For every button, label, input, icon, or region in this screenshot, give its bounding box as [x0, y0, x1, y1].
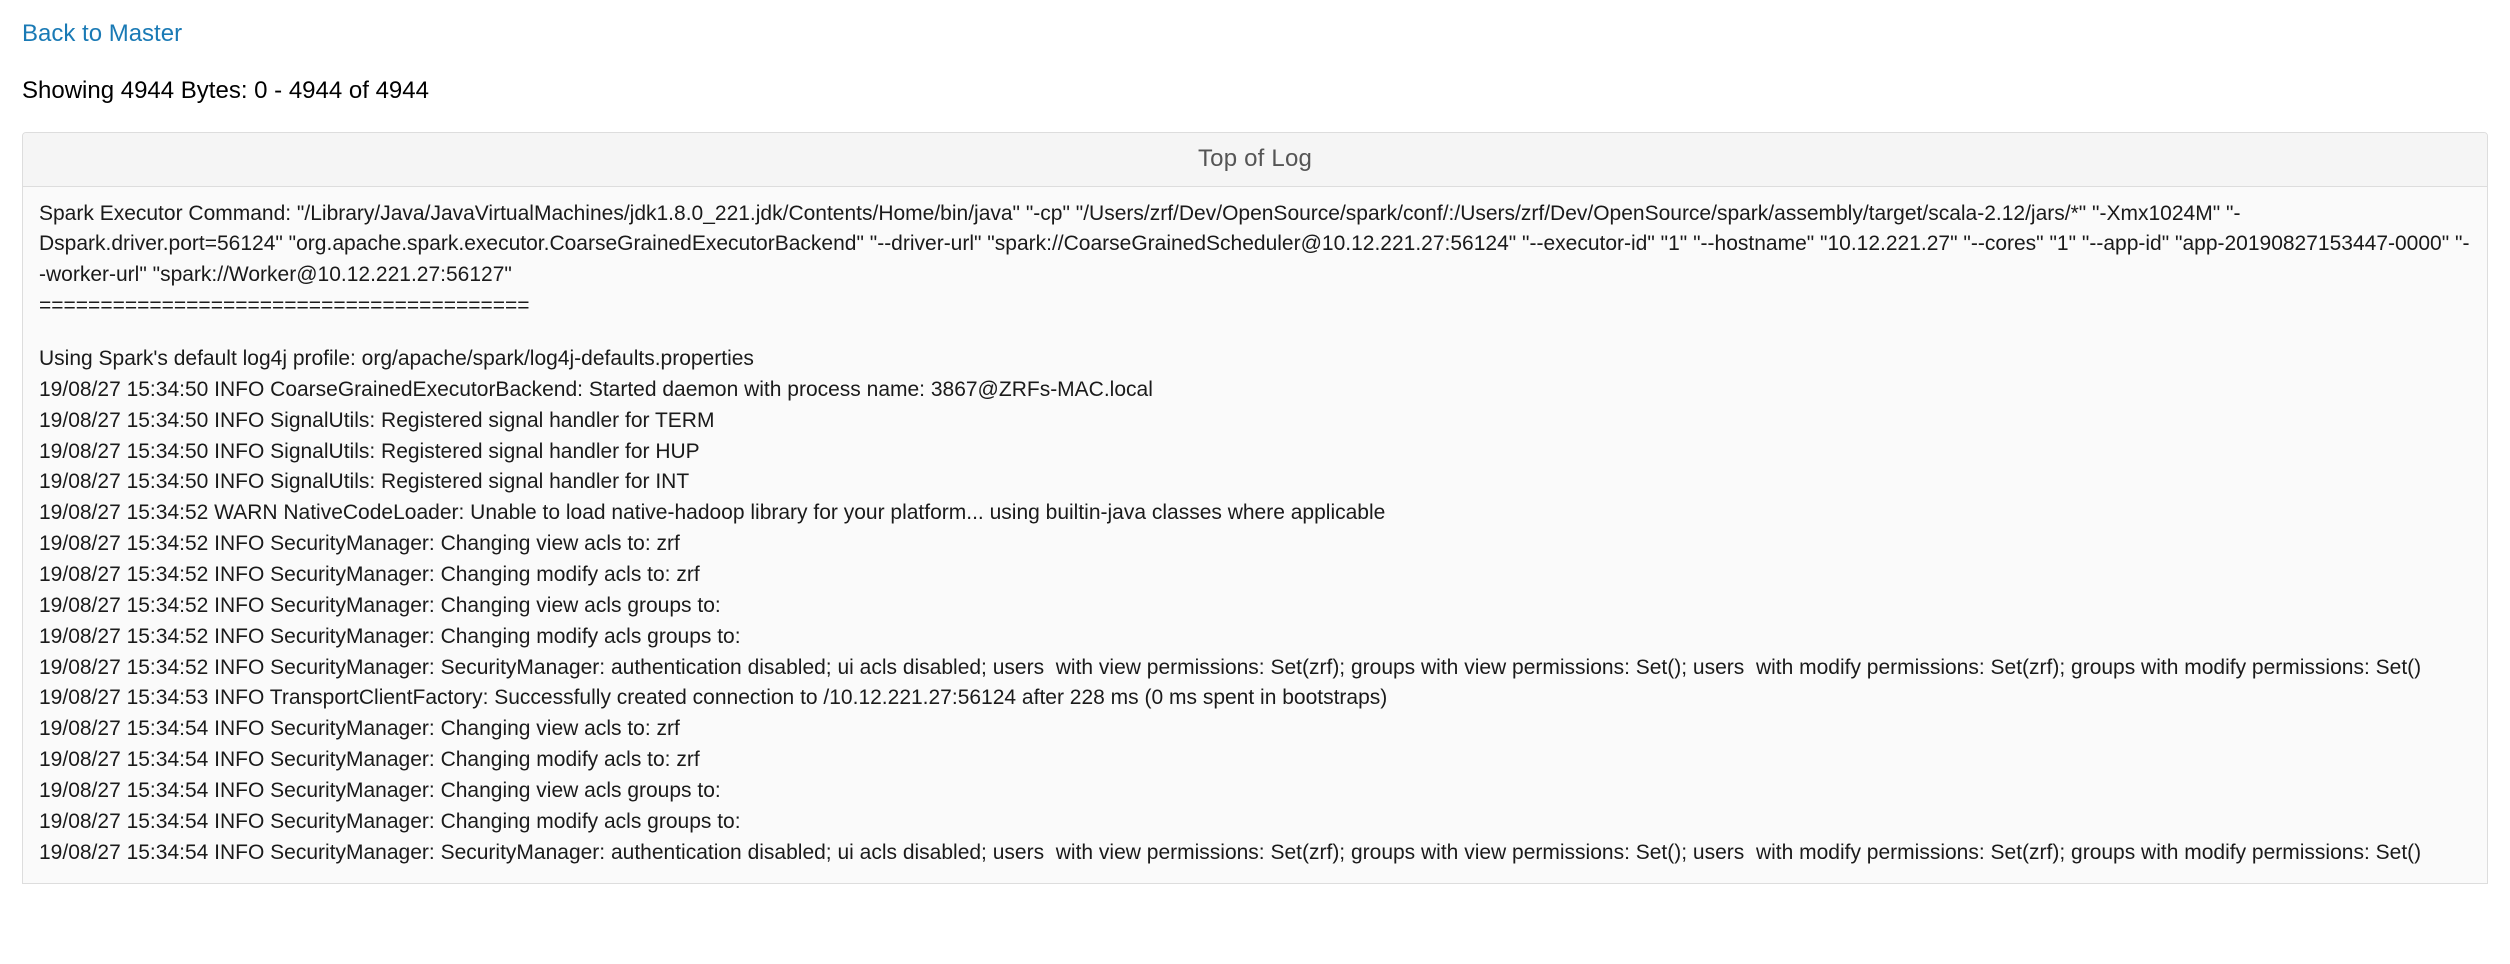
- log-line: Spark Executor Command: "/Library/Java/JavaVirtualMachines/jdk1.8.0_221.jdk/Contents/Home/bin/java" "-cp" "/Users/zrf/Dev/OpenSource/spark/conf/:/Users/zrf/Dev/OpenSource/spark/assembly/target/scala-2.12/jars/*" "-Xmx1024M" "-Dspark.driver.port=56124" "org.apache.spark.executor.CoarseGrainedExecutorBackend" "--driver-url" "spark://CoarseGrainedScheduler@10.12.221.27:56124" "--executor-id" "1" "--hostname" "10.12.221.27" "--cores" "1" "--app-id" "app-20190827153447-0000" "--worker-url" "spark://Worker@10.12.221.27:56127": [39, 201, 2470, 287]
- log-line: 19/08/27 15:34:53 INFO TransportClientFactory: Successfully created connection to /10.12.221.27:56124 after 228 ms (0 ms spent in bootstraps): [39, 686, 1388, 710]
- log-line: [39, 322, 2471, 344]
- log-line: 19/08/27 15:34:52 INFO SecurityManager: SecurityManager: authentication disabled; ui acls disabled; users with view permissions: Set(zrf); groups with view permissions: Set(); users with modify permissions: Set(zrf); groups with modify permissions: Set(): [39, 655, 2422, 679]
- log-line: 19/08/27 15:34:50 INFO SignalUtils: Registered signal handler for TERM: [39, 408, 715, 432]
- log-line: 19/08/27 15:34:52 INFO SecurityManager: Changing modify acls groups to:: [39, 624, 741, 648]
- log-line: 19/08/27 15:34:54 INFO SecurityManager: Changing modify acls to: zrf: [39, 748, 700, 772]
- log-line: 19/08/27 15:34:54 INFO SecurityManager: Changing modify acls groups to:: [39, 809, 741, 833]
- log-line: 19/08/27 15:34:52 WARN NativeCodeLoader: Unable to load native-hadoop library for your platform... using builtin-java classes where applicable: [39, 501, 1386, 525]
- log-line: 19/08/27 15:34:54 INFO SecurityManager: SecurityManager: authentication disabled; ui acls disabled; users with view permissions: Set(zrf); groups with view permissions: Set(); users with modify permissions: Set(zrf); groups with modify permissions: Set(): [39, 840, 2422, 864]
- log-line: 19/08/27 15:34:50 INFO SignalUtils: Registered signal handler for INT: [39, 470, 690, 494]
- log-line: Using Spark's default log4j profile: org/apache/spark/log4j-defaults.properties: [39, 347, 754, 371]
- log-line: 19/08/27 15:34:54 INFO SecurityManager: Changing view acls groups to:: [39, 779, 721, 803]
- log-line: 19/08/27 15:34:50 INFO CoarseGrainedExecutorBackend: Started daemon with process name: 3867@ZRFs-MAC.local: [39, 377, 1153, 401]
- back-to-master-link[interactable]: Back to Master: [22, 20, 183, 47]
- log-line: 19/08/27 15:34:54 INFO SecurityManager: Changing view acls to: zrf: [39, 717, 680, 741]
- log-line: 19/08/27 15:34:52 INFO SecurityManager: Changing view acls groups to:: [39, 593, 721, 617]
- log-panel: [22, 132, 2488, 884]
- log-line: 19/08/27 15:34:52 INFO SecurityManager: Changing modify acls to: zrf: [39, 563, 700, 587]
- log-line: 19/08/27 15:34:52 INFO SecurityManager: Changing view acls to: zrf: [39, 532, 680, 556]
- log-line: 19/08/27 15:34:50 INFO SignalUtils: Registered signal handler for HUP: [39, 439, 700, 463]
- log-panel-header: Top of Log: [23, 133, 2487, 187]
- showing-bytes-status: Showing 4944 Bytes: 0 - 4944 of 4944: [22, 76, 429, 104]
- log-content[interactable]: [23, 187, 2487, 883]
- log-line: ========================================: [39, 294, 530, 318]
